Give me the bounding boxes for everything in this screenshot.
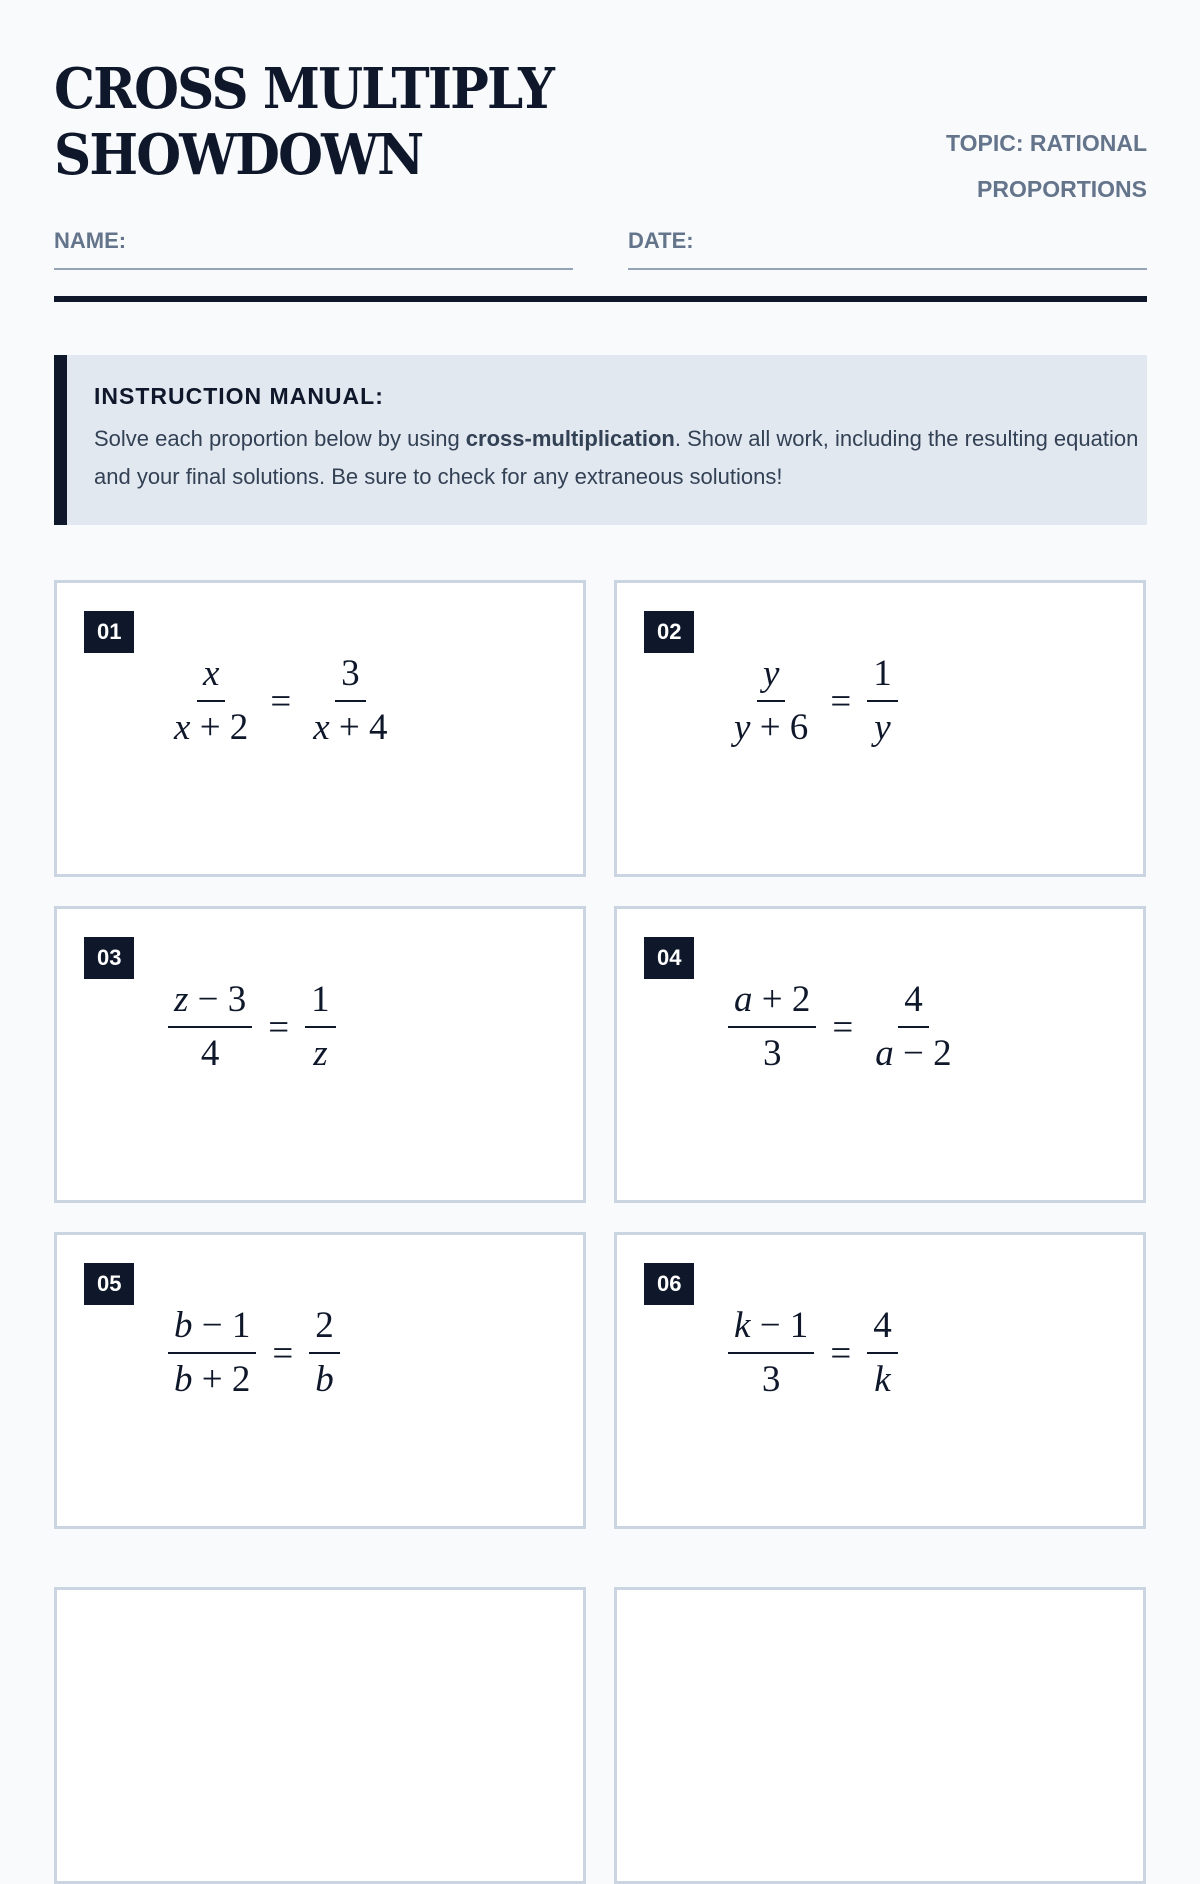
fraction-term: a − 2: [875, 1033, 952, 1074]
right-fraction: [869, 974, 957, 1080]
fraction-term: b + 2: [174, 1359, 251, 1400]
fraction-term: x: [197, 648, 225, 702]
problem-card-partial: [614, 1587, 1146, 1884]
right-fraction: [309, 1300, 340, 1406]
problem-card[interactable]: [54, 906, 586, 1203]
left-fraction: [728, 648, 814, 754]
problem-card[interactable]: [614, 580, 1146, 877]
problem-card[interactable]: [54, 1232, 586, 1529]
problem-number: 06: [644, 1263, 694, 1305]
instruction-text: Solve each proportion below by using cross-multiplication. Show all work, including the resulting equation and your final solutions. Be sure to check for any extraneous solutions!: [94, 426, 1139, 489]
equals-sign: =: [830, 1332, 852, 1374]
fraction-term: 2: [309, 1300, 340, 1354]
left-fraction: [168, 974, 252, 1080]
problem-number: 01: [84, 611, 134, 653]
fraction-term: y + 6: [734, 707, 809, 748]
fraction-term: 4: [867, 1300, 898, 1354]
fraction-term: b − 1: [168, 1300, 256, 1354]
fraction-term: z: [313, 1033, 328, 1074]
fraction-term: 4: [200, 1033, 220, 1074]
topic-label: TOPIC: RATIONAL PROPORTIONS: [945, 130, 1147, 202]
problem-card[interactable]: [614, 906, 1146, 1203]
right-fraction: [867, 1300, 898, 1406]
equals-sign: =: [270, 680, 292, 722]
right-fraction: [307, 648, 393, 754]
fraction-term: y: [874, 707, 891, 748]
problem-card[interactable]: [54, 580, 586, 877]
problem-card-partial: [54, 1587, 586, 1884]
proportion-equation: [162, 974, 342, 1080]
fraction-term: a + 2: [728, 974, 816, 1028]
right-fraction: [305, 974, 336, 1080]
proportion-equation: [722, 1300, 904, 1406]
fraction-term: b: [315, 1359, 334, 1400]
fraction-term: 3: [335, 648, 366, 702]
name-field[interactable]: NAME:: [54, 228, 573, 270]
date-field[interactable]: DATE:: [628, 228, 1147, 270]
proportion-equation: [722, 974, 964, 1080]
proportion-equation: [162, 1300, 346, 1406]
header-divider: [54, 296, 1147, 302]
fraction-term: 4: [898, 974, 929, 1028]
left-fraction: [728, 974, 816, 1080]
equals-sign: =: [272, 1332, 294, 1374]
equals-sign: =: [832, 1006, 854, 1048]
fraction-term: z − 3: [168, 974, 252, 1028]
equals-sign: =: [830, 680, 852, 722]
problem-card[interactable]: [614, 1232, 1146, 1529]
right-fraction: [867, 648, 898, 754]
instruction-box: [54, 355, 1147, 525]
proportion-equation: [162, 648, 400, 754]
fraction-term: 1: [867, 648, 898, 702]
problem-number: 03: [84, 937, 134, 979]
problem-number: 05: [84, 1263, 134, 1305]
instruction-heading: INSTRUCTION MANUAL:: [94, 383, 384, 409]
problem-number: 04: [644, 937, 694, 979]
fraction-term: 1: [305, 974, 336, 1028]
page-title: CROSS MULTIPLY SHOWDOWN: [54, 56, 554, 188]
fraction-term: k − 1: [728, 1300, 814, 1354]
left-fraction: [728, 1300, 814, 1406]
fraction-term: k: [874, 1359, 891, 1400]
fraction-term: x + 2: [174, 707, 249, 748]
left-fraction: [168, 1300, 256, 1406]
fraction-term: 3: [761, 1359, 781, 1400]
fraction-term: x + 4: [313, 707, 388, 748]
problem-number: 02: [644, 611, 694, 653]
proportion-equation: [722, 648, 904, 754]
fraction-term: y: [757, 648, 785, 702]
fraction-term: 3: [762, 1033, 782, 1074]
left-fraction: [168, 648, 254, 754]
equals-sign: =: [268, 1006, 290, 1048]
